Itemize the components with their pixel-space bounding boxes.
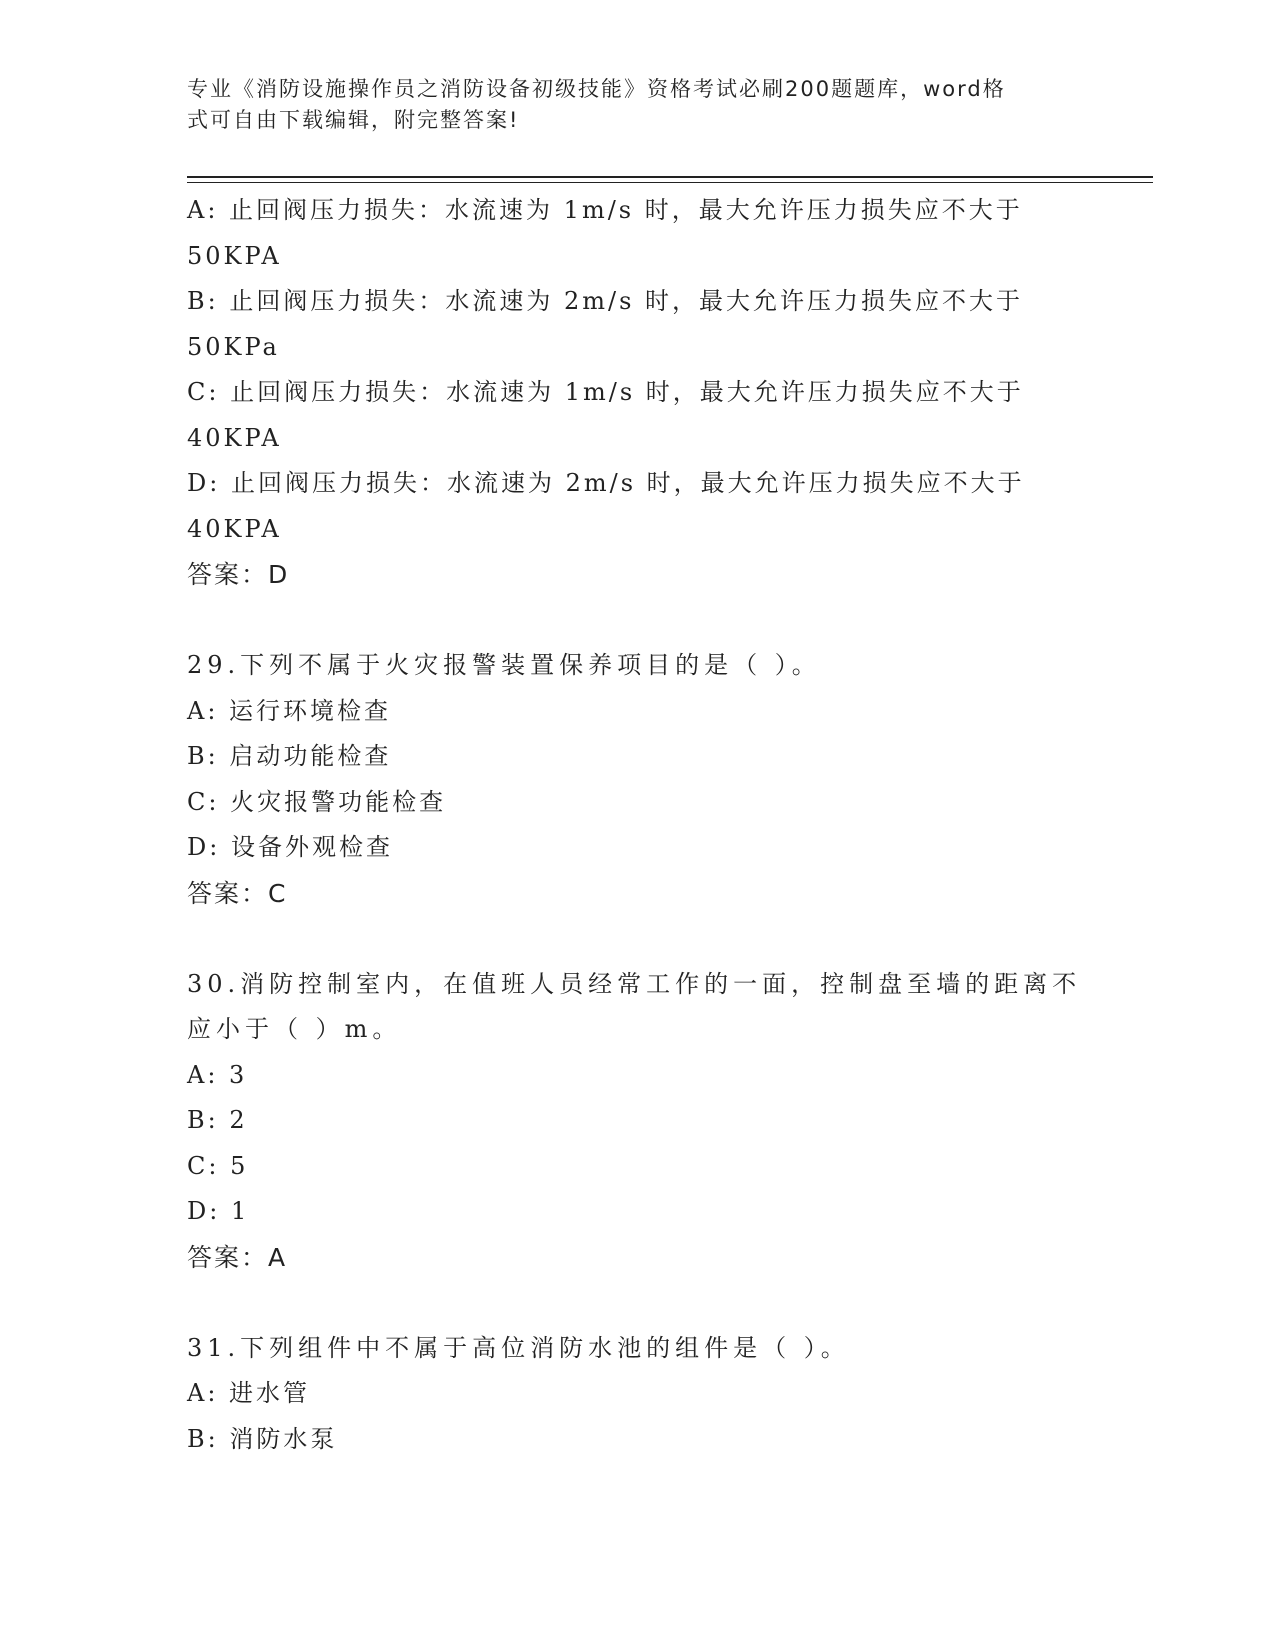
header-line-2: 式可自由下载编辑，附完整答案!	[187, 108, 520, 132]
question-29-block	[187, 643, 1067, 916]
question-content	[187, 188, 1082, 1462]
q28-answer: 答案：D	[187, 560, 290, 589]
question-30-block	[187, 962, 1082, 1281]
spacer	[187, 1280, 1067, 1326]
question-31-block	[187, 1326, 1067, 1463]
q31-option-b: B: 消防水泵	[187, 1424, 338, 1453]
q31-question: 31.下列组件中不属于高位消防水池的组件是（ ）。	[187, 1333, 850, 1362]
q28-option-d-line-2: 40KPA	[187, 514, 282, 543]
question-28-block	[187, 188, 1067, 598]
q30-question-line-2: 应小于（ ）m。	[187, 1015, 402, 1043]
q30-option-b: B: 2	[187, 1106, 248, 1134]
q28-option-b-line-2: 50KPa	[187, 332, 280, 361]
spacer	[187, 916, 1067, 962]
q29-option-b: B: 启动功能检查	[187, 742, 392, 770]
q30-answer: 答案：A	[187, 1242, 288, 1272]
q30-question-line-1: 30.消防控制室内，在值班人员经常工作的一面，控制盘至墙的距离不	[187, 969, 1082, 998]
q29-question: 29.下列不属于火灾报警装置保养项目的是（ ）。	[187, 651, 821, 679]
q28-option-a-line-1: A: 止回阀压力损失：水流速为 1m/s 时，最大允许压力损失应不大于	[187, 196, 1023, 224]
q28-option-a-line-2: 50KPA	[187, 241, 282, 270]
q30-option-c: C: 5	[187, 1151, 249, 1180]
q29-option-d: D: 设备外观检查	[187, 833, 393, 861]
q29-answer: 答案：C	[187, 878, 288, 908]
header-divider-thick	[187, 176, 1153, 178]
q28-option-c-line-2: 40KPA	[187, 423, 282, 452]
spacer	[187, 598, 1067, 644]
header-divider-thin	[187, 182, 1153, 183]
q31-option-a: A: 进水管	[187, 1379, 311, 1407]
q28-option-c-line-1: C: 止回阀压力损失：水流速为 1m/s 时，最大允许压力损失应不大于	[187, 378, 1024, 406]
q29-option-c: C: 火灾报警功能检查	[187, 787, 447, 816]
q30-option-d: D: 1	[187, 1197, 250, 1225]
q30-option-a: A: 3	[187, 1060, 248, 1089]
q29-option-a: A: 运行环境检查	[187, 696, 392, 725]
q28-option-d-line-1: D: 止回阀压力损失：水流速为 2m/s 时，最大允许压力损失应不大于	[187, 469, 1025, 497]
q28-option-b-line-1: B: 止回阀压力损失：水流速为 2m/s 时，最大允许压力损失应不大于	[187, 287, 1024, 315]
document-header	[187, 74, 1067, 136]
header-line-1: 专业《消防设施操作员之消防设备初级技能》资格考试必刷200题题库，word格	[187, 77, 1006, 101]
